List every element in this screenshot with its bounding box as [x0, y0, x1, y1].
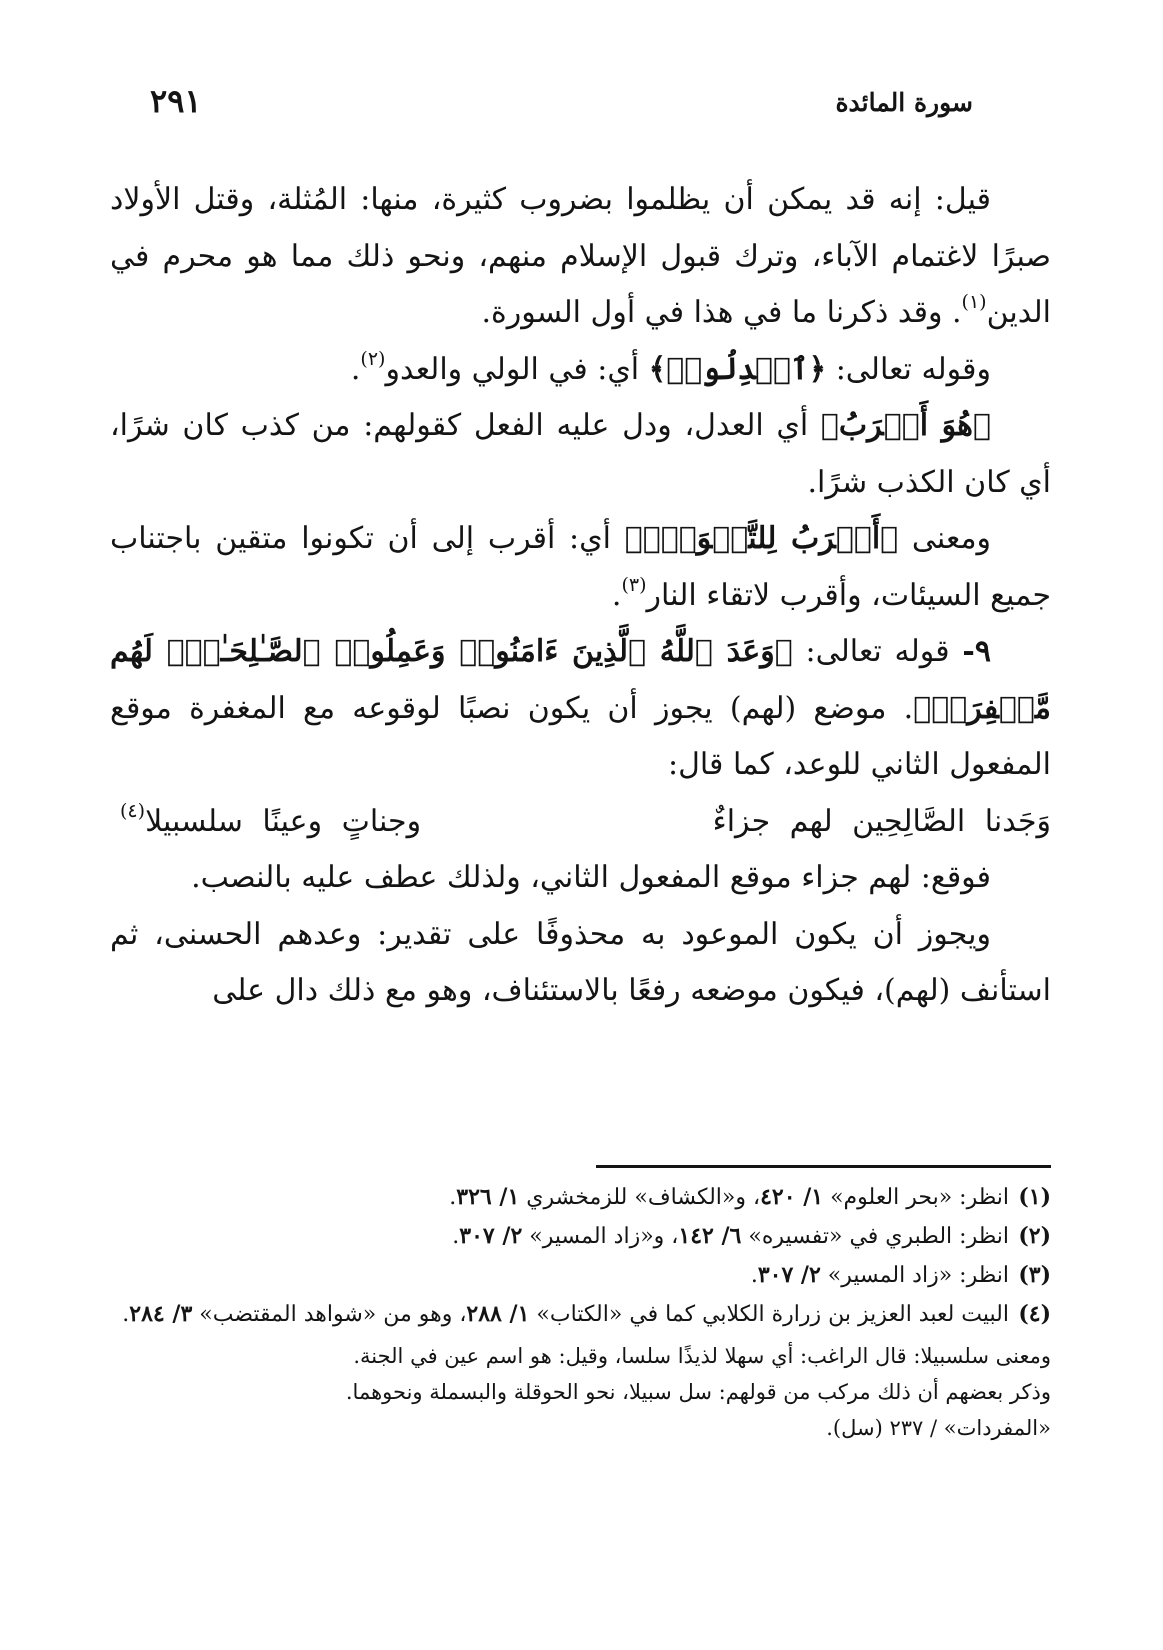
paragraph-4 — [110, 511, 1051, 624]
footnotes — [110, 1178, 1051, 1446]
subnote-line-2: وذكر بعضهم أن ذلك مركب من قولهم: سل سبيلا، نحو الحوقلة والبسملة ونحوهما. — [345, 1380, 1051, 1404]
paragraph-4-mid: أي: أقرب إلى أن تكونوا متقين باجتناب جميع السيئات، وأقرب لاتقاء النار — [110, 521, 1051, 613]
footnote-text-end: . — [750, 1263, 758, 1288]
footnote-3 — [110, 1256, 1051, 1295]
paragraph-5-text: . موضع (لهم) يجوز أن يكون نصبًا لوقوعه مع المغفرة موقع المفعول الثاني للوعد، كما قال: — [110, 690, 1051, 782]
footnote-1 — [110, 1178, 1051, 1217]
paragraph-6: فوقع: لهم جزاء موقع المفعول الثاني، ولذلك عطف عليه بالنصب. — [191, 860, 991, 895]
paragraph-1-text: قيل: إنه قد يمكن أن يظلموا بضروب كثيرة، منها: المُثلة، وقتل الأولاد صبرًا لاغتمام الآباء، وترك قبول الإسلام منهم، ونحو ذلك مما هو محرم في الدين — [110, 182, 1051, 330]
footnote-separator — [596, 1165, 1051, 1168]
paragraph-5-start: قوله تعالى: — [792, 634, 963, 669]
paragraph-1 — [110, 172, 1051, 342]
footnote-text-part: ، و«الكشاف» للزمخشري — [519, 1185, 761, 1210]
footnote-number: (١) — [1018, 1184, 1051, 1210]
footnote-text — [110, 1217, 1009, 1256]
paragraph-2 — [110, 342, 1051, 399]
footnote-marker-2: (٢) — [360, 347, 386, 370]
verse-number: ٩- — [962, 634, 991, 669]
footnote-marker-3: (٣) — [621, 573, 647, 596]
paragraph-1-end: . وقد ذكرنا ما في هذا في أول السورة. — [481, 295, 962, 330]
quran-quote: ﴿ٱعۡدِلُوا۟﴾ — [648, 351, 827, 387]
footnote-reference: ٣/ ٢٨٤ — [129, 1301, 193, 1327]
footnote-number: (٣) — [1018, 1262, 1051, 1288]
footnote-text-end: . — [122, 1302, 130, 1327]
quran-quote: ﴿هُوَ أَقۡرَبُ﴾ — [820, 408, 992, 443]
footnote-text-end: . — [449, 1185, 457, 1210]
footnote-marker-4: (٤) — [120, 799, 146, 822]
footnote-text — [110, 1295, 1009, 1334]
footnote-reference: ٦/ ١٤٢ — [678, 1223, 742, 1249]
paragraph-3 — [110, 398, 1051, 511]
footnote-text — [110, 1178, 1009, 1217]
surah-title: سورة المائدة — [835, 88, 973, 117]
poem-first-hemistich: وَجَدنا الصَّالِحِين لهم جزاءٌ — [712, 803, 1051, 839]
poem-second-hemistich: وجناتٍ وعينًا سلسبيلا — [145, 803, 422, 839]
footnote-text-part: انظر: الطبري في «تفسيره» — [741, 1224, 1009, 1249]
paragraph-2-mid: أي: في الولي والعدو — [385, 351, 649, 387]
footnote-text-part: البيت لعبد العزيز بن زرارة الكلابي كما في «الكتاب» — [529, 1302, 1009, 1327]
footnote-4 — [110, 1295, 1051, 1334]
footnote-reference: ١/ ٢٨٨ — [466, 1301, 530, 1327]
paragraph-4-end: . — [611, 577, 622, 613]
footnote-4-continuation — [110, 1338, 1051, 1446]
footnote-text-part: انظر: «زاد المسير» — [820, 1263, 1009, 1288]
footnote-number: (٤) — [1018, 1301, 1051, 1327]
quran-quote: ﴿أَقۡرَبُ لِلتَّقۡوَىٰۖ﴾ — [624, 521, 899, 556]
footnote-2 — [110, 1217, 1051, 1256]
paragraph-5 — [110, 624, 1051, 794]
footnote-number: (٢) — [1018, 1223, 1051, 1249]
paragraph-4-start: ومعنى — [898, 521, 991, 556]
footnote-reference: ٢/ ٣٠٧ — [459, 1223, 523, 1249]
footnote-text-part: ، وهو من «شواهد المقتضب» — [192, 1302, 467, 1327]
footnote-reference: ١/ ٤٢٠ — [760, 1184, 824, 1210]
poem-verse — [110, 794, 1051, 851]
footnote-text — [110, 1256, 1009, 1295]
subnote-line-3: «المفردات» / ٢٣٧ (سل). — [826, 1416, 1051, 1440]
main-text — [110, 172, 1051, 1020]
footnote-marker-1: (١) — [961, 291, 987, 313]
footnote-text-part: ، و«زاد المسير» — [522, 1224, 679, 1249]
footnote-text-end: . — [452, 1224, 460, 1249]
paragraph-7: ويجوز أن يكون الموعود به محذوفًا على تقدير: وعدهم الحسنى، ثم استأنف (لهم)، فيكون موضعه رفعًا بالاستئناف، وهو مع ذلك دال على — [110, 916, 1051, 1008]
page-number: ٢٩١ — [150, 82, 202, 120]
footnote-text-part: انظر: «بحر العلوم» — [823, 1185, 1009, 1210]
footnote-reference: ٢/ ٣٠٧ — [757, 1262, 821, 1288]
quran-quote: ﴿وَعَدَ ٱللَّهُ ٱلَّذِينَ ءَامَنُوا۟ وَعَمِلُوا۟ ٱلصَّـٰلِحَـٰتِۙ لَهُم مَّغۡفِرَةࣱ﴾ — [110, 634, 1051, 726]
running-head — [150, 82, 973, 132]
subnote-line-1: ومعنى سلسبيلا: قال الراغب: أي سهلا لذيذًا سلسا، وقيل: هو اسم عين في الجنة. — [353, 1344, 1051, 1368]
footnote-reference: ١/ ٣٢٦ — [456, 1184, 520, 1210]
paragraph-2-end: . — [350, 351, 361, 387]
paragraph-2-start: وقوله تعالى: — [826, 351, 991, 387]
poem-second-hemistich-wrap — [120, 794, 421, 851]
paragraph-3-text: أي العدل، ودل عليه الفعل كقولهم: من كذب كان شرًا، أي كان الكذب شرًا. — [110, 408, 1051, 500]
